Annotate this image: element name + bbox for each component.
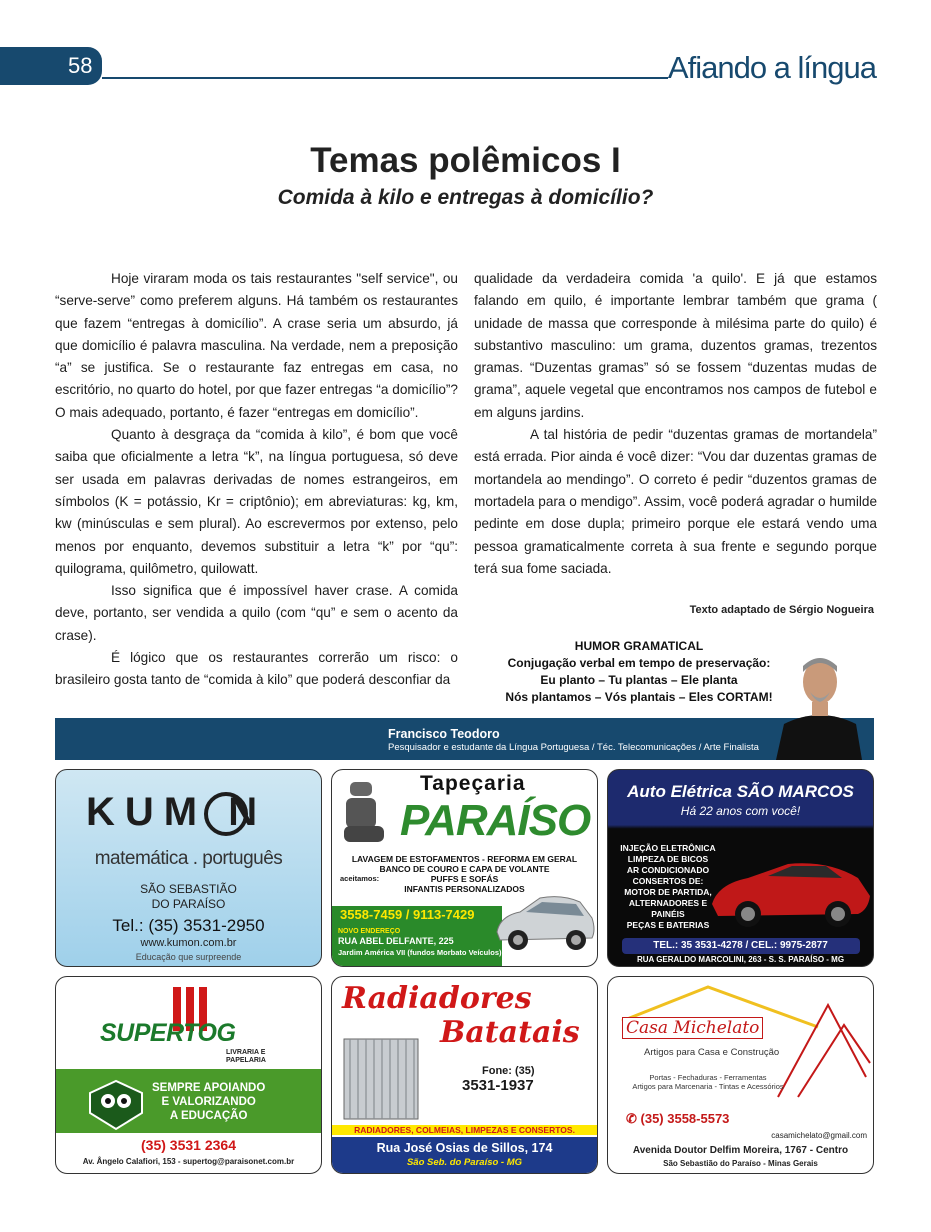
city-line: DO PARAÍSO xyxy=(151,897,226,911)
radiadores-services: RADIADORES, COLMEIAS, LIMPEZAS E CONSERTOS. xyxy=(332,1125,597,1135)
auto-tel: TEL.: 35 3531-4278 / CEL.: 9975-2877 xyxy=(653,940,828,951)
michelato-tel xyxy=(626,1111,729,1127)
service-line: MOTOR DE PARTIDA, xyxy=(624,887,712,897)
auto-title: Auto Elétrica SÃO MARCOS xyxy=(627,782,854,801)
paraiso-title: Tapeçaria xyxy=(420,772,526,795)
header-rule xyxy=(102,77,668,79)
paragraph: A tal história de pedir “duzentas gramas de mortandela” está errada. Pior ainda é você dizer: “Vou dar duzentas gramas de mortandela ao mendingo”. O correto é pedir “duzentos gramas de mortadela para o mendigo”. Assim, você poderá agradar o humilde pedinte em dose dupla; primeiro porque ele estará vendo uma pessoa gramaticalmente correta à sua frente e segundo porque terá sua fome saciada. xyxy=(474,427,877,576)
humor-heading: HUMOR GRAMATICAL xyxy=(574,639,704,653)
humor-line: Nós plantamos – Vós plantais – Eles CORTAM! xyxy=(505,690,773,704)
paragraph: Isso significa que é impossível haver crase. A comida deve, portanto, ser vendida a quilo (com “qu” e sem o acento da crase). xyxy=(55,583,458,643)
article-right-column xyxy=(474,268,877,580)
kumon-tel: Tel.: (35) 3531-2950 xyxy=(112,916,265,935)
radiadores-address: Rua José Osias de Sillos, 174 xyxy=(376,1141,553,1155)
kumon-logo: KUM N xyxy=(86,790,268,834)
auto-services xyxy=(614,843,722,931)
message-line: SEMPRE APOIANDO xyxy=(152,1082,266,1094)
car-image xyxy=(492,880,597,960)
sports-car-image xyxy=(708,834,873,934)
service-line: LIMPEZA DE BICOS xyxy=(627,854,709,864)
supertog-tel: (35) 3531 2364 xyxy=(141,1137,236,1153)
humor-box xyxy=(474,638,804,706)
kumon-face-icon xyxy=(204,792,248,836)
service-line: PUFFS E SOFÁS xyxy=(430,874,499,884)
michelato-name: Casa Michelato xyxy=(622,1017,763,1039)
author-bar xyxy=(55,718,874,760)
service-line: AR CONDICIONADO xyxy=(626,865,710,875)
kumon-slogan: Educação que surpreende xyxy=(135,952,242,962)
product-line: Artigos para Marcenaria - Tintas e Acessórios xyxy=(632,1082,784,1091)
article-source: Texto adaptado de Sérgio Nogueira xyxy=(689,604,874,616)
radiadores-title: Radiadores xyxy=(342,981,532,1016)
accepts-label: aceitamos: xyxy=(340,874,380,883)
ad-auto-eletrica[interactable] xyxy=(607,769,874,967)
city-line: SÃO SEBASTIÃO xyxy=(140,882,237,896)
service-line: INFANTIS PERSONALIZADOS xyxy=(404,884,525,894)
service-line: PEÇAS E BATERIAS xyxy=(626,920,710,930)
author-role: Pesquisador e estudante da Língua Portuguesa / Téc. Telecomunicações / Arte Finalista xyxy=(388,742,759,753)
supertog-message xyxy=(152,1081,265,1123)
message-line: A EDUCAÇÃO xyxy=(169,1110,248,1122)
owl-icon xyxy=(86,1073,146,1131)
author-photo xyxy=(776,648,862,760)
page-number: 58 xyxy=(68,53,93,78)
article-left-column xyxy=(55,268,458,692)
ad-casa-michelato[interactable] xyxy=(607,976,874,1174)
paragraph: Quanto à desgraça da “comida à kilo”, é bom que você saiba que oficialmente a letra “k”, na língua portuguesa, só deve ser usada em palavras derivadas de nomes estrangeiros, em símbolos (K = potássio, Kr = criptônio); em abreviaturas: kg, km, kw (minúsculas e sem plural). Ao escrevermos por extenso, pelo menos por enquanto, devemos substituir a letra “k” por “qu”: quilograma, quilômetro, quilowatt. xyxy=(55,427,458,576)
kumon-city xyxy=(56,882,321,912)
supertog-name: SUPERTOG xyxy=(100,1019,236,1047)
district: Jardim América VII (fundos Morbato Veículos) xyxy=(338,948,502,957)
product-line: Portas - Fechaduras - Ferramentas xyxy=(649,1073,767,1082)
page-number-tab xyxy=(0,47,102,85)
radiadores-fone: 3531-1937 xyxy=(462,1077,534,1094)
radiator-image xyxy=(340,1033,422,1123)
article-title: Temas polêmicos I xyxy=(310,141,621,180)
ad-radiadores-batatais[interactable] xyxy=(331,976,598,1174)
paraiso-address xyxy=(338,936,502,958)
supertog-sub xyxy=(226,1049,266,1065)
ad-supertog[interactable] xyxy=(55,976,322,1174)
service-line: LAVAGEM DE ESTOFAMENTOS - REFORMA EM GERAL xyxy=(351,854,578,864)
michelato-products xyxy=(608,1073,808,1091)
tel-number: (35) 3558-5573 xyxy=(640,1111,730,1126)
service-line: ALTERNADORES E PAINÉIS xyxy=(628,898,708,919)
kumon-tagline: matemática . português xyxy=(94,848,283,869)
message-line: E VALORIZANDO xyxy=(161,1096,256,1108)
sub-line: LIVRARIA E xyxy=(226,1049,266,1056)
radiadores-brand: Batatais xyxy=(440,1015,580,1050)
section-title: Afiando a língua xyxy=(667,50,876,85)
paraiso-new-address: NOVO ENDEREÇO xyxy=(338,928,401,935)
phone-icon: ✆ xyxy=(626,1111,641,1126)
paraiso-phones: 3558-7459 / 9113-7429 xyxy=(340,907,475,922)
sub-line: PAPELARIA xyxy=(226,1057,266,1064)
paraiso-brand: PARAÍSO xyxy=(400,796,591,845)
paragraph: Hoje viraram moda os tais restaurantes "self service", ou “serve-serve” como preferem alguns. Há também os restaurantes que fazem “entregas à domicílio”. A crase seria um absurdo, já que domicílio é palavra masculina. Na verdade, nem a preposição “a” se justifica. Se o restaurante faz entregas em casa, no escritório, no quarto do hotel, por que fazer entregas “a domicílio”? O mais adequado, portanto, é fazer “entregas em domicílio”. xyxy=(55,271,458,420)
service-line: BANCO DE COURO E CAPA DE VOLANTE xyxy=(379,864,550,874)
michelato-email[interactable]: casamichelato@gmail.com xyxy=(771,1131,867,1140)
service-line: INJEÇÃO ELETRÔNICA xyxy=(620,843,716,853)
michelato-city: São Sebastião do Paraíso - Minas Gerais xyxy=(663,1159,818,1168)
michelato-sub: Artigos para Casa e Construção xyxy=(644,1047,780,1058)
radiadores-city: São Seb. do Paraíso - MG xyxy=(406,1157,523,1168)
author-name: Francisco Teodoro xyxy=(388,727,500,741)
paragraph: qualidade da verdadeira comida 'a quilo'. E já que estamos falando em quilo, é importante lembrar também que grama ( unidade de massa que corresponde à milésima parte do quilo) é substantivo masculino: um grama, duzentos gramas, trezentos gramas. “Duzentas gramas” só se fossem “duzentas mudas de grama”, aquele vegetal que encontramos nos campos de futebol e em alguns jardins. xyxy=(474,271,877,420)
kumon-site: www.kumon.com.br xyxy=(140,937,237,949)
radiadores-fone-label: Fone: (35) xyxy=(482,1065,535,1077)
service-line: CONSERTOS DE: xyxy=(632,876,704,886)
car-seat-icon xyxy=(342,780,388,850)
michelato-address: Avenida Doutor Delfim Moreira, 1767 - Centro xyxy=(632,1145,849,1156)
humor-line: Eu planto – Tu plantas – Ele planta xyxy=(540,673,738,687)
paragraph: É lógico que os restaurantes correrão um risco: o brasileiro gosta tanto de “comida à kilo” que poderá desconfiar da xyxy=(55,650,458,688)
auto-tagline: Há 22 anos com você! xyxy=(680,804,801,818)
article-subtitle: Comida à kilo e entregas à domicílio? xyxy=(277,186,654,209)
supertog-address: Av. Ângelo Calafiori, 153 - supertog@paraisonet.com.br xyxy=(82,1157,295,1166)
humor-line: Conjugação verbal em tempo de preservação: xyxy=(507,656,771,670)
auto-address: RUA GERALDO MARCOLINI, 263 - S. S. PARAÍSO - MG xyxy=(636,955,845,964)
ad-tapecaria-paraiso[interactable] xyxy=(331,769,598,967)
street: RUA ABEL DELFANTE, 225 xyxy=(338,936,454,946)
ad-kumon[interactable] xyxy=(55,769,322,967)
